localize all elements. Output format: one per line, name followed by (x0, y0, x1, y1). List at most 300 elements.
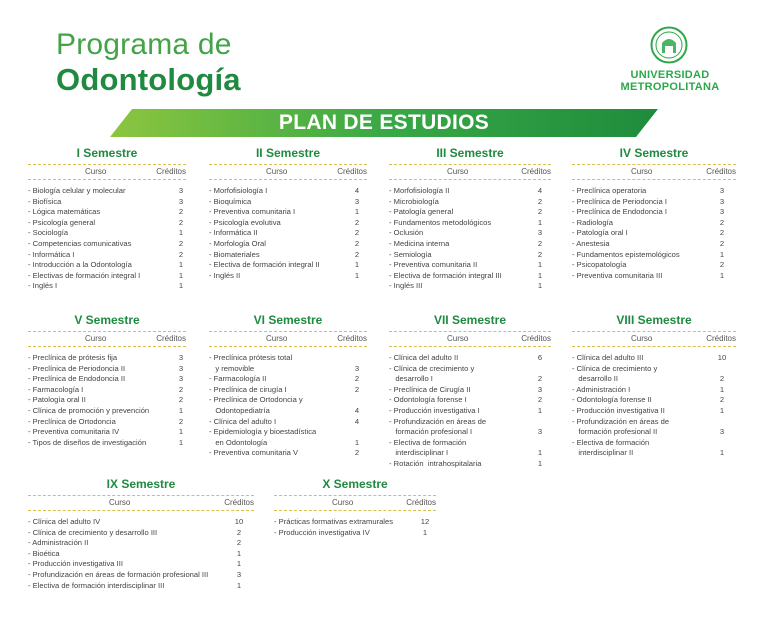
course-credits: 12 (420, 517, 430, 526)
course-row (274, 528, 436, 539)
course-row (209, 260, 367, 271)
semester-title: IX Semestre (106, 477, 176, 491)
course-credits: 3 (178, 353, 184, 362)
course-name: - Competencias comunicativas (28, 238, 132, 248)
course-name: - Oclusión (389, 228, 424, 238)
course-name: - Preclínica de Cirugía II (389, 384, 471, 394)
course-credits: 1 (178, 281, 184, 291)
course-row (209, 186, 367, 197)
course-row (28, 207, 186, 218)
course-name: - Prácticas formativas extramurales (274, 517, 394, 526)
course-credits: 4 (354, 405, 360, 415)
course-row (572, 207, 736, 218)
course-name: - Informática I (28, 249, 75, 259)
course-name: - Electiva de formación integral III (389, 270, 502, 280)
course-name: - Psicología general (28, 217, 96, 227)
course-name: - Morfofisiología II (389, 186, 450, 195)
course-row (389, 353, 551, 364)
course-row (572, 374, 736, 385)
course-credits: 2 (537, 238, 543, 248)
course-credits: 3 (719, 186, 725, 195)
course-name: - Rotación intrahospitalaria (389, 458, 482, 468)
course-credits: 2 (354, 238, 360, 248)
course-row (28, 427, 186, 438)
divider (28, 179, 186, 180)
semester-block (389, 313, 551, 470)
course-name: - Clínica de crecimiento y desarrollo III (28, 527, 158, 537)
course-row (389, 374, 551, 385)
semester-title: II Semestre (255, 146, 321, 160)
course-name: - Informática II (209, 228, 258, 238)
semester-title: IV Semestre (619, 146, 689, 160)
credits-column-header: Créditos (706, 167, 736, 176)
course-credits: 4 (354, 416, 360, 426)
course-name: - Microbiología (389, 196, 439, 206)
course-name: y removible (209, 363, 255, 373)
course-name: - Preclínica de Ortodoncia y (209, 395, 303, 405)
course-name: formación profesional II (572, 427, 658, 437)
course-name: - Clínica del adulto I (209, 416, 277, 426)
plan-banner (110, 109, 658, 137)
university-name-line2: METROPOLITANA (620, 81, 720, 93)
course-name: - Introducción a la Odontología (28, 260, 132, 270)
course-credits: 6 (537, 353, 543, 362)
course-name: - Lógica matemáticas (28, 207, 101, 217)
program-title-line1: Programa de (56, 28, 232, 61)
course-row (209, 385, 367, 396)
course-row (572, 228, 736, 239)
course-name: - Fundamentos metodológicos (389, 217, 492, 227)
course-column-header: Curso (631, 167, 653, 176)
course-name: - Electiva de formación (572, 437, 650, 447)
course-credits: 1 (236, 580, 242, 590)
course-row (572, 218, 736, 229)
semester-title: X Semestre (322, 477, 388, 491)
course-credits: 2 (719, 217, 725, 227)
course-name: interdisciplinar II (572, 448, 634, 458)
course-name: - Inglés III (389, 281, 423, 291)
course-name: - Producción investigativa II (572, 405, 665, 415)
course-name: Odontopediatría (209, 405, 270, 415)
course-name: - Profundización en áreas de (572, 416, 670, 426)
course-credits: 1 (354, 437, 360, 447)
course-list (28, 517, 254, 591)
course-name: - Producción investigativa III (28, 559, 123, 569)
course-credits: 1 (537, 458, 543, 468)
course-row (28, 260, 186, 271)
semester-block (209, 146, 367, 281)
course-name: interdisciplinar I (389, 448, 449, 458)
course-column-header: Curso (631, 334, 653, 343)
course-name: - Biofísica (28, 196, 62, 206)
course-credits: 2 (719, 228, 725, 238)
course-credits: 3 (178, 196, 184, 206)
course-name: - Electiva de formación integral II (209, 260, 320, 270)
course-name: - Morfofisiología I (209, 186, 268, 195)
semester-block (572, 313, 736, 459)
course-row (209, 374, 367, 385)
course-name: - Biomateriales (209, 249, 260, 259)
course-row (389, 385, 551, 396)
semester-title: I Semestre (76, 146, 138, 160)
course-column-header: Curso (447, 334, 469, 343)
credits-column-header: Créditos (521, 334, 551, 343)
course-name: - Producción investigativa I (389, 405, 480, 415)
course-column-header: Curso (447, 167, 469, 176)
course-credits: 1 (537, 217, 543, 227)
course-name: - Radiología (572, 217, 613, 227)
course-row (389, 438, 551, 449)
divider (28, 346, 186, 347)
credits-column-header: Créditos (337, 334, 367, 343)
course-list (389, 353, 551, 470)
course-row (28, 581, 254, 592)
course-row (389, 448, 551, 459)
course-list (389, 186, 551, 292)
course-credits: 1 (719, 270, 725, 280)
course-name: - Morfología Oral (209, 238, 266, 248)
course-credits: 2 (354, 228, 360, 238)
course-credits: 2 (354, 249, 360, 259)
course-name: - Fundamentos epistemológicos (572, 249, 680, 259)
course-row (572, 353, 736, 364)
course-credits: 2 (719, 260, 725, 270)
course-list (28, 186, 186, 292)
course-column-header: Curso (332, 498, 354, 507)
course-credits: 2 (178, 416, 184, 426)
divider (209, 179, 367, 180)
course-credits: 3 (354, 363, 360, 373)
credits-column-header: Créditos (521, 167, 551, 176)
course-name: - Patología oral II (28, 395, 86, 405)
course-row (209, 353, 367, 364)
course-row (572, 260, 736, 271)
course-credits: 1 (719, 249, 725, 259)
course-credits: 2 (537, 395, 543, 405)
course-credits: 1 (719, 405, 725, 415)
course-row (389, 281, 551, 292)
course-credits: 2 (178, 207, 184, 217)
course-row (28, 559, 254, 570)
course-name: - Preventiva comunitaria III (572, 270, 663, 280)
divider (572, 179, 736, 180)
course-row (209, 417, 367, 428)
course-row (28, 250, 186, 261)
course-list (28, 353, 186, 448)
divider (28, 510, 254, 511)
course-row (389, 197, 551, 208)
course-row (389, 395, 551, 406)
course-row (389, 186, 551, 197)
course-row (572, 385, 736, 396)
course-name: - Preclínica de Endodoncia II (28, 374, 126, 384)
course-row (389, 364, 551, 375)
course-credits: 3 (178, 186, 184, 195)
course-name: - Clínica del adulto II (389, 353, 459, 362)
course-name: - Electiva de formación (389, 437, 467, 447)
course-name: - Clínica de crecimiento y (389, 363, 475, 373)
course-credits: 2 (537, 374, 543, 384)
course-row (389, 239, 551, 250)
course-credits: 1 (178, 260, 184, 270)
course-row (28, 197, 186, 208)
course-credits: 3 (178, 374, 184, 384)
credits-column-header: Créditos (156, 334, 186, 343)
course-name: - Preventiva comunitaria IV (28, 427, 120, 437)
course-name: - Preventiva comunitaria V (209, 448, 299, 458)
course-name: - Patología general (389, 207, 454, 217)
course-row (28, 239, 186, 250)
course-credits: 1 (719, 448, 725, 458)
course-name: - Preventiva comunitaria II (389, 260, 478, 270)
course-name: - Sociología (28, 228, 69, 238)
course-credits: 2 (354, 448, 360, 458)
plan-banner-title: PLAN DE ESTUDIOS (278, 111, 490, 134)
course-name: - Bioquímica (209, 196, 252, 206)
course-name: - Anestesia (572, 238, 610, 248)
course-credits: 2 (178, 384, 184, 394)
course-credits: 3 (537, 384, 543, 394)
table-header (28, 496, 254, 510)
course-credits: 1 (178, 405, 184, 415)
course-name: - Tipos de diseños de investigación (28, 437, 147, 447)
course-row (209, 197, 367, 208)
course-name: - Inglés I (28, 281, 58, 291)
course-name: - Biología celular y molecular (28, 186, 126, 195)
course-name: - Profundización en áreas de formación profesional III (28, 569, 209, 579)
course-list (209, 353, 367, 459)
course-row (28, 406, 186, 417)
course-row (209, 448, 367, 459)
course-row (209, 218, 367, 229)
semester-block (274, 477, 436, 538)
course-name: desarrollo I (389, 374, 433, 384)
course-row (389, 218, 551, 229)
course-row (572, 250, 736, 261)
table-header (209, 332, 367, 346)
course-row (28, 228, 186, 239)
course-row (28, 271, 186, 282)
course-row (209, 228, 367, 239)
course-row (28, 517, 254, 528)
course-credits: 2 (354, 384, 360, 394)
course-row (572, 239, 736, 250)
course-list (274, 517, 436, 538)
course-credits: 3 (537, 228, 543, 238)
semester-title: III Semestre (436, 146, 504, 160)
course-credits: 4 (354, 186, 360, 195)
course-row (389, 228, 551, 239)
course-row (389, 250, 551, 261)
course-column-header: Curso (85, 167, 107, 176)
course-column-header: Curso (266, 334, 288, 343)
course-credits: 3 (236, 569, 242, 579)
course-name: - Producción investigativa IV (274, 527, 370, 537)
semester-block (28, 146, 186, 292)
semester-block (28, 313, 186, 448)
course-credits: 2 (178, 217, 184, 227)
course-row (28, 438, 186, 449)
semester-block (209, 313, 367, 459)
course-name: - Clínica del adulto III (572, 353, 644, 362)
table-header (274, 496, 436, 510)
course-name: - Preclínica de cirugía I (209, 384, 287, 394)
course-row (28, 281, 186, 292)
course-name: - Preclínica prótesis total (209, 353, 293, 362)
course-credits: 1 (537, 281, 543, 291)
course-name: - Medicina interna (389, 238, 450, 248)
course-row (572, 448, 736, 459)
course-credits: 2 (354, 374, 360, 384)
semester-title: VI Semestre (253, 313, 323, 327)
course-row (572, 417, 736, 428)
course-row (209, 438, 367, 449)
course-credits: 1 (354, 260, 360, 270)
course-credits: 1 (178, 427, 184, 437)
course-name: - Administración I (572, 384, 631, 394)
semester-block (28, 477, 254, 591)
course-credits: 1 (178, 437, 184, 447)
course-row (389, 459, 551, 470)
university-seal-icon (650, 26, 688, 64)
course-row (209, 395, 367, 406)
credits-column-header: Créditos (224, 498, 254, 507)
course-name: - Preclínica de prótesis fija (28, 353, 118, 362)
course-row (572, 197, 736, 208)
course-name: - Psicología evolutiva (209, 217, 281, 227)
course-credits: 1 (354, 207, 360, 217)
course-credits: 2 (236, 527, 242, 537)
course-name: - Clínica del adulto IV (28, 517, 101, 526)
course-credits: 2 (537, 249, 543, 259)
course-name: - Patología oral I (572, 228, 628, 238)
divider (274, 510, 436, 511)
course-credits: 2 (354, 217, 360, 227)
course-credits: 2 (719, 238, 725, 248)
course-name: formación profesional I (389, 427, 473, 437)
table-header (389, 165, 551, 179)
course-row (389, 406, 551, 417)
course-name: - Electivas de formación integral I (28, 270, 141, 280)
course-row (572, 186, 736, 197)
course-row (389, 417, 551, 428)
credits-column-header: Créditos (156, 167, 186, 176)
course-credits: 3 (719, 207, 725, 217)
course-credits: 10 (717, 353, 727, 362)
divider (572, 346, 736, 347)
course-column-header: Curso (109, 498, 131, 507)
course-column-header: Curso (266, 167, 288, 176)
course-row (28, 395, 186, 406)
course-row (209, 427, 367, 438)
course-credits: 1 (537, 270, 543, 280)
course-row (572, 406, 736, 417)
course-name: - Preventiva comunitaria I (209, 207, 296, 217)
course-name: desarrollo II (572, 374, 619, 384)
course-credits: 2 (537, 207, 543, 217)
course-name: - Epidemiología y bioestadística (209, 427, 317, 437)
course-credits: 2 (719, 395, 725, 405)
course-credits: 3 (719, 196, 725, 206)
course-name: - Clínica de crecimiento y (572, 363, 658, 373)
course-name: - Preclínica operatoria (572, 186, 647, 195)
course-credits: 2 (719, 374, 725, 384)
course-row (572, 364, 736, 375)
course-name: - Farmacología I (28, 384, 84, 394)
divider (209, 346, 367, 347)
course-credits: 1 (537, 448, 543, 458)
course-name: - Psicopatología (572, 260, 627, 270)
course-row (572, 427, 736, 438)
course-name: - Administración II (28, 538, 89, 548)
semester-title: VIII Semestre (616, 313, 692, 327)
course-row (572, 271, 736, 282)
course-name: - Electiva de formación interdisciplinar III (28, 580, 165, 590)
course-row (209, 271, 367, 282)
course-row (572, 395, 736, 406)
semester-title: V Semestre (74, 313, 140, 327)
course-name: - Preclínica de Periodoncia I (572, 196, 667, 206)
course-row (28, 186, 186, 197)
course-name: en Odontología (209, 437, 268, 447)
course-credits: 1 (719, 384, 725, 394)
table-header (209, 165, 367, 179)
table-header (572, 332, 736, 346)
semester-block (389, 146, 551, 292)
semester-title: VII Semestre (433, 313, 507, 327)
credits-column-header: Créditos (706, 334, 736, 343)
course-name: - Farmacología II (209, 374, 267, 384)
course-row (389, 427, 551, 438)
credits-column-header: Créditos (337, 167, 367, 176)
course-row (28, 218, 186, 229)
course-name: - Semiología (389, 249, 432, 259)
course-credits: 1 (236, 548, 242, 558)
course-list (209, 186, 367, 281)
course-credits: 1 (236, 559, 242, 569)
course-name: - Odontología forense I (389, 395, 467, 405)
course-name: - Profundización en áreas de (389, 416, 487, 426)
course-credits: 1 (422, 527, 428, 537)
course-name: - Inglés II (209, 270, 241, 280)
course-name: - Preclínica de Ortodoncia (28, 416, 116, 426)
course-row (28, 353, 186, 364)
course-name: - Odontología forense II (572, 395, 652, 405)
course-row (209, 364, 367, 375)
course-credits: 2 (178, 395, 184, 405)
course-credits: 1 (178, 228, 184, 238)
course-credits: 3 (719, 427, 725, 437)
university-logo (612, 26, 728, 96)
course-credits: 2 (178, 249, 184, 259)
course-credits: 2 (178, 238, 184, 248)
course-credits: 2 (537, 196, 543, 206)
course-row (209, 250, 367, 261)
course-row (209, 207, 367, 218)
course-row (274, 517, 436, 528)
course-name: - Preclínica de Endodoncia I (572, 207, 667, 217)
course-row (209, 239, 367, 250)
course-row (28, 385, 186, 396)
course-credits: 1 (537, 405, 543, 415)
credits-column-header: Créditos (406, 498, 436, 507)
course-credits: 2 (236, 538, 242, 548)
divider (389, 346, 551, 347)
divider (389, 179, 551, 180)
university-name-line1: UNIVERSIDAD (630, 69, 710, 81)
course-credits: 3 (537, 427, 543, 437)
course-credits: 4 (537, 186, 543, 195)
